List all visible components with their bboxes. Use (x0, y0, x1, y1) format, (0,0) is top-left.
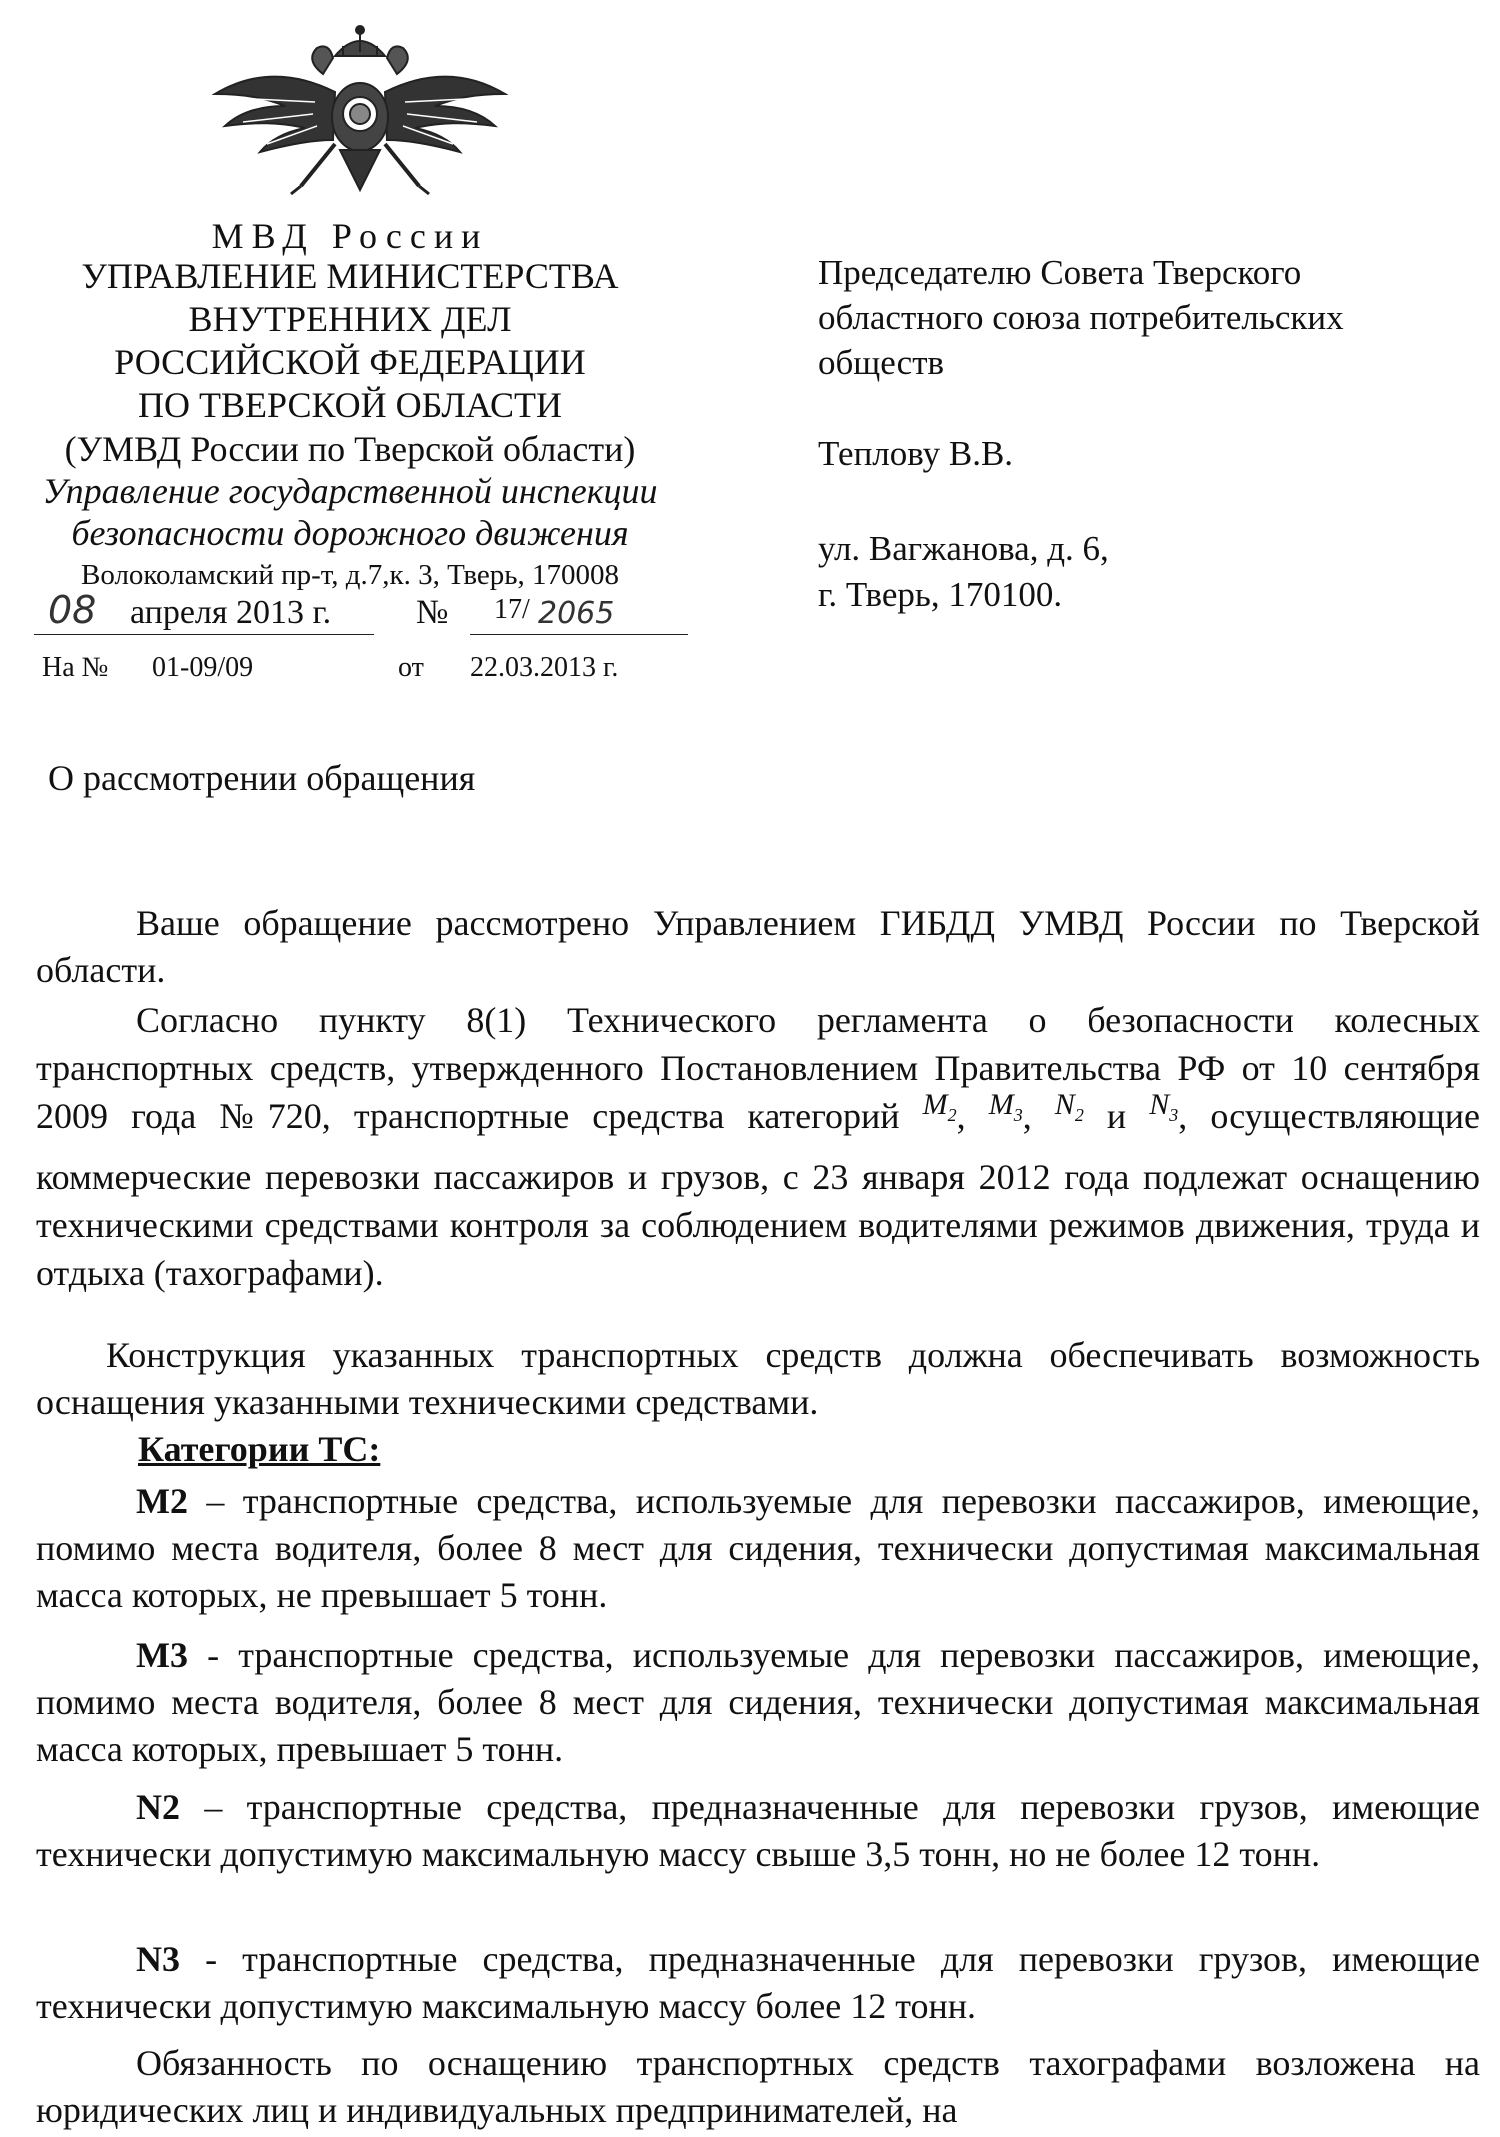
header-line-2: ВНУТРЕННИХ ДЕЛ (188, 299, 512, 339)
category-m3: М3 - транспортные средства, используемые для перевозки пассажиров, имеющие, помимо места водителя, более 8 мест для сидения, технически допустимая максимальная масса которых, превышает 5 тонн. (36, 1635, 1480, 1769)
paragraph-3: Конструкция указанных транспортных средств должна обеспечивать возможность оснащения указанными техническими средствами. (36, 1335, 1480, 1422)
ref-from-label: от (398, 652, 424, 683)
category-n3: N3 - транспортные средства, предназначенные для перевозки грузов, имеющие технически допустимую максимальную массу более 12 тонн. (36, 1939, 1480, 2026)
number-label: № (416, 594, 449, 631)
header-line-7: безопасности дорожного движения (71, 513, 629, 553)
recipient-city: г. Тверь, 170100. (818, 575, 1063, 614)
header-address: Волоколамский пр-т, д.7,к. 3, Тверь, 170008 (80, 559, 619, 591)
date-underline (34, 634, 374, 635)
number-handwritten: 2065 (538, 596, 615, 631)
header-line-5: (УМВД России по Тверской области) (64, 429, 636, 469)
subject-line: О рассмотрении обращения (48, 758, 476, 798)
recipient-name: Теплову В.В. (818, 434, 1014, 473)
header-line-1: УПРАВЛЕНИЕ МИНИСТЕРСТВА (81, 256, 619, 296)
paragraph-2: Согласно пункту 8(1) Технического регламента о безопасности колесных транспортных средств, утвержденного Постановлением Правительства РФ от 10 сентября 2009 года №720, транспортные средства категорий $^{M_2}$, $^{M_3}$, $^{N_2}$ и $^{N_3}$, осуществляющие коммерческие перевозки пассажиров и грузов, с 23 января 2012 года подлежат оснащению техническими средствами контроля за соблюдением водителями режимов движения, труда и отдыха (тахографами). (36, 1000, 1480, 1293)
header-line-3: РОССИЙСКОЙ ФЕДЕРАЦИИ (114, 342, 586, 382)
categories-heading: Категории ТС: (138, 1429, 381, 1469)
category-n2: N2 – транспортные средства, предназначенные для перевозки грузов, имеющие технически допустимую максимальную массу свыше 3,5 тонн, но не более 12 тонн. (36, 1787, 1480, 1874)
symbol-n2: N2 (1054, 1088, 1084, 1125)
recipient-line-1: Председателю Совета Тверского (818, 253, 1302, 292)
recipient-street: ул. Вагжанова, д. 6, (818, 529, 1109, 568)
header-line-6: Управление государственной инспекции (42, 471, 658, 511)
ref-number: 01-09/09 (152, 652, 254, 683)
paragraph-1: Ваше обращение рассмотрено Управлением ГИБДД УМВД России по Тверской области. (36, 903, 1480, 990)
eagle-emblem-icon (205, 22, 515, 214)
paragraph-2-part-b: осуществляющие коммерческие перевозки пассажиров и грузов, с 23 января 2012 года подлежат оснащению техническими средствами контроля за соблюдением водителями режимов движения, труда и отдыха (тахографами). (36, 1096, 1480, 1293)
category-m2: М2 – транспортные средства, используемые для перевозки пассажиров, имеющие, помимо места водителя, более 8 мест для сидения, технически допустимая максимальная масса которых, не превышает 5 тонн. (36, 1481, 1480, 1615)
ref-date: 22.03.2013 г. (470, 652, 619, 683)
recipient-line-2: областного союза потребительских (818, 298, 1344, 337)
paragraph-last: Обязанность по оснащению транспортных средств тахографами возложена на юридических лиц и индивидуальных предпринимателей, на (36, 2043, 1480, 2130)
recipient-line-3: обществ (818, 343, 945, 382)
header-line-4: ПО ТВЕРСКОЙ ОБЛАСТИ (138, 385, 562, 425)
symbol-n3: N3 (1149, 1088, 1179, 1125)
number-underline (470, 634, 688, 635)
paragraph-2-part-a: Согласно пункту 8(1) Технического регламента о безопасности колесных транспортных средств, утвержденного Постановлением Правительства РФ от 10 сентября 2009 года №720, транспортные средства категорий (36, 1000, 1480, 1136)
ref-label: На № (42, 652, 109, 683)
date-day-handwritten: 08 (48, 588, 97, 632)
header-mvd: МВД России (211, 216, 489, 256)
symbol-m3: M3 (988, 1088, 1023, 1125)
date-text: апреля 2013 г. (130, 594, 332, 631)
number-value: 17/ (494, 594, 530, 625)
symbol-m2: M2 (922, 1088, 957, 1125)
